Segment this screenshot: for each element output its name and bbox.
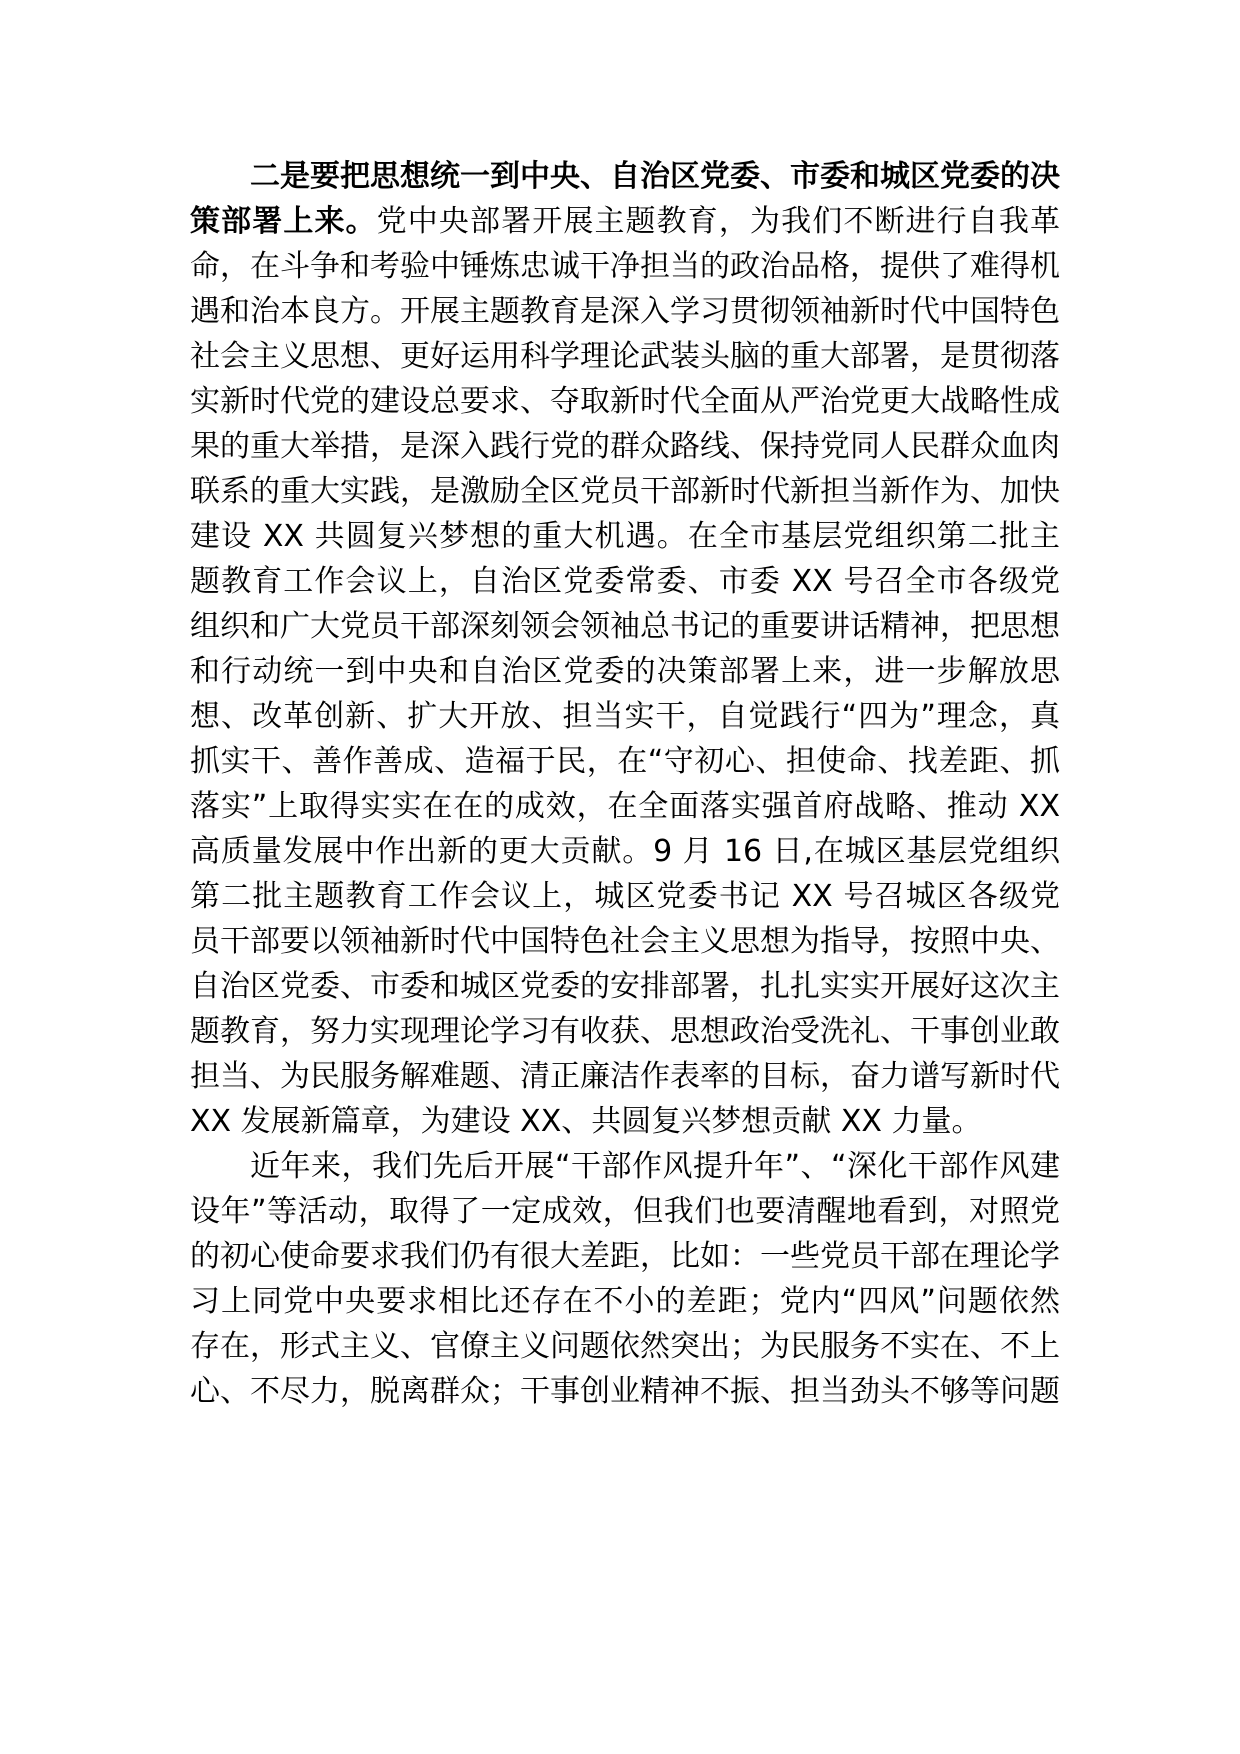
paragraph-recent-years (190, 1144, 1060, 1414)
paragraph-lead-heading: 二是要把思想统一到中央、自治区党委、市委和城区党委的决策部署上来。 (190, 159, 1060, 239)
paragraph-body-text: 近年来，我们先后开展“干部作风提升年”、“深化干部作风建设年”等活动，取得了一定成效，但我们也要清醒地看到，对照党的初心使命要求我们仍有很大差距，比如：一些党员干部在理论学习上同党中央要求相比还存在不小的差距；党内“四风”问题依然存在，形式主义、官僚主义问题依然突出；为民服务不实在、不上心、不尽力，脱离群众；干事创业精神不振、担当劲头不够等问题 (190, 1149, 1060, 1409)
paragraph-body-text: 党中央部署开展主题教育，为我们不断进行自我革命，在斗争和考验中锤炼忠诚干净担当的政治品格，提供了难得机遇和治本良方。开展主题教育是深入学习贯彻领袖新时代中国特色社会主义思想、更好运用科学理论武装头脑的重大部署，是贯彻落实新时代党的建设总要求、夺取新时代全面从严治党更大战略性成果的重大举措，是深入践行党的群众路线、保持党同人民群众血肉联系的重大实践，是激励全区党员干部新时代新担当新作为、加快建设 XX 共圆复兴梦想的重大机遇。在全市基层党组织第二批主题教育工作会议上，自治区党委常委、市委 XX 号召全市各级党组织和广大党员干部深刻领会领袖总书记的重要讲话精神，把思想和行动统一到中央和自治区党委的决策部署上来，进一步解放思想、改革创新、扩大开放、担当实干，自觉践行“四为”理念，真抓实干、善作善成、造福于民，在“守初心、担使命、找差距、抓落实”上取得实实在在的成效，在全面落实强首府战略、推动 XX 高质量发展中作出新的更大贡献。9 月 16 日,在城区基层党组织第二批主题教育工作会议上，城区党委书记 XX 号召城区各级党员干部要以领袖新时代中国特色社会主义思想为指导，按照中央、自治区党委、市委和城区党委的安排部署，扎扎实实开展好这次主题教育，努力实现理论学习有收获、思想政治受洗礼、干事创业敢担当、为民服务解难题、清正廉洁作表率的目标，奋力谱写新时代 XX 发展新篇章，为建设 XX、共圆复兴梦想贡献 XX 力量。 (190, 204, 1061, 1139)
paragraph-decision-deployment (190, 154, 1060, 1144)
document-body (190, 154, 1060, 1414)
